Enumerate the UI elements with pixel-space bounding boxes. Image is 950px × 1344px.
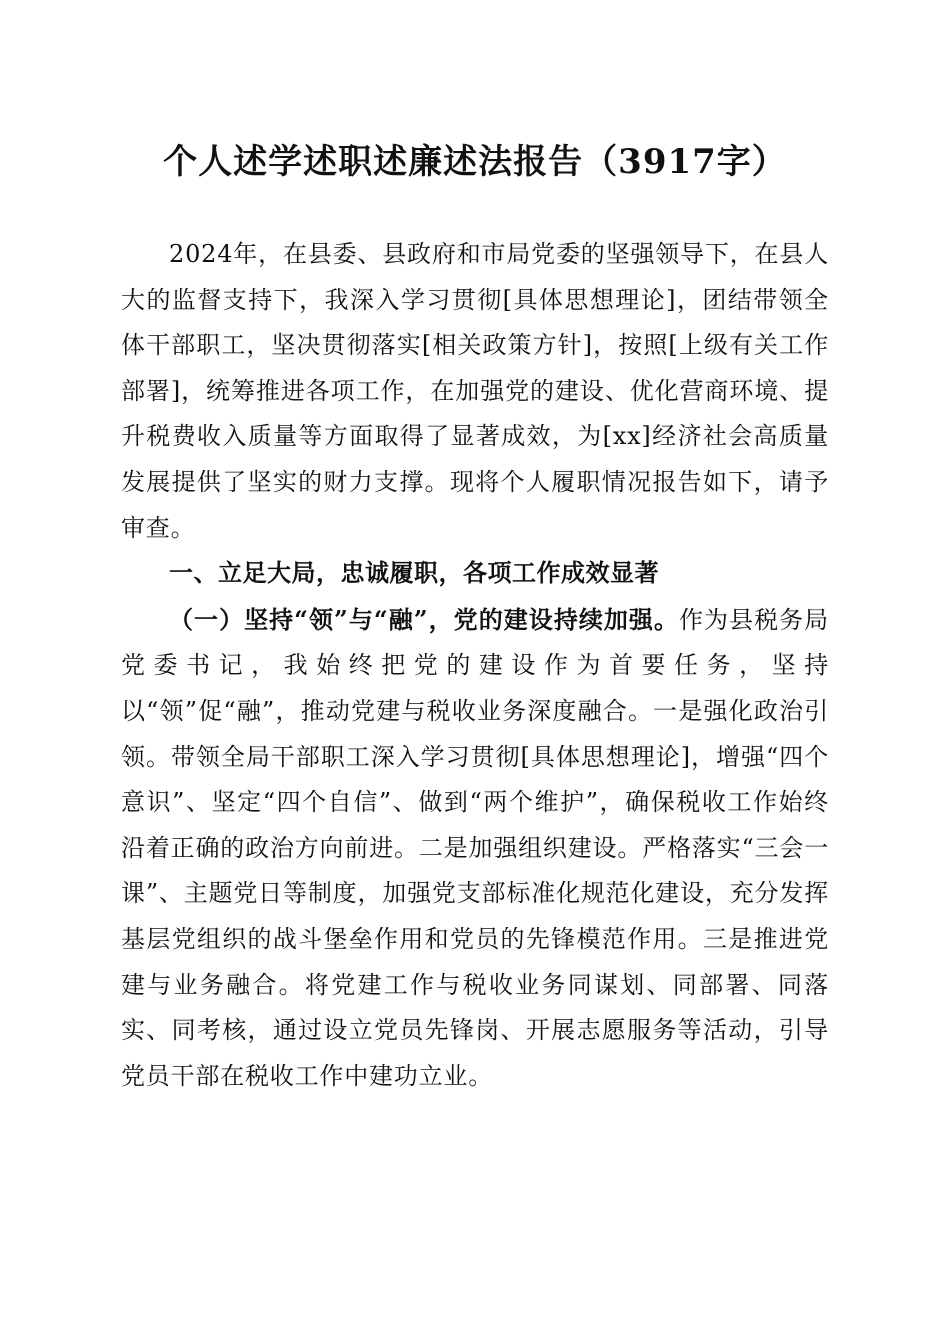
document-body [121, 232, 829, 1099]
intro-paragraph: 2024年，在县委、县政府和市局党委的坚强领导下，在县人大的监督支持下，我深入学习贯彻[具体思想理论]，团结带领全体干部职工，坚决贯彻落实[相关政策方针]，按照[上级有关工作部署]，统筹推进各项工作，在加强党的建设、优化营商环境、提升税费收入质量等方面取得了显著成效，为[xx]经济社会高质量发展提供了坚实的财力支撑。现将个人履职情况报告如下，请予审查。 [121, 240, 829, 542]
section-heading: 一、立足大局，忠诚履职，各项工作成效显著 [169, 559, 659, 588]
document-title: 个人述学述职述廉述法报告（3917字） [163, 142, 787, 182]
subsection-paragraph [121, 597, 829, 1100]
subsection-body: 作为县税务局党委书记，我始终把党的建设作为首要任务，坚持以“领”促“融”，推动党建与税收业务深度融合。一是强化政治引领。带领全局干部职工深入学习贯彻[具体思想理论]，增强“四个意识”、坚定“四个自信”、做到“两个维护”，确保税收工作始终沿着正确的政治方向前进。二是加强组织建设。严格落实“三会一课”、主题党日等制度，加强党支部标准化规范化建设，充分发挥基层党组织的战斗堡垒作用和党员的先锋模范作用。三是推进党建与业务融合。将党建工作与税收业务同谋划、同部署、同落实、同考核，通过设立党员先锋岗、开展志愿服务等活动，引导党员干部在税收工作中建功立业。 [121, 605, 829, 1090]
subsection-lead: （一）坚持“领”与“融”，党的建设持续加强。 [169, 604, 679, 634]
